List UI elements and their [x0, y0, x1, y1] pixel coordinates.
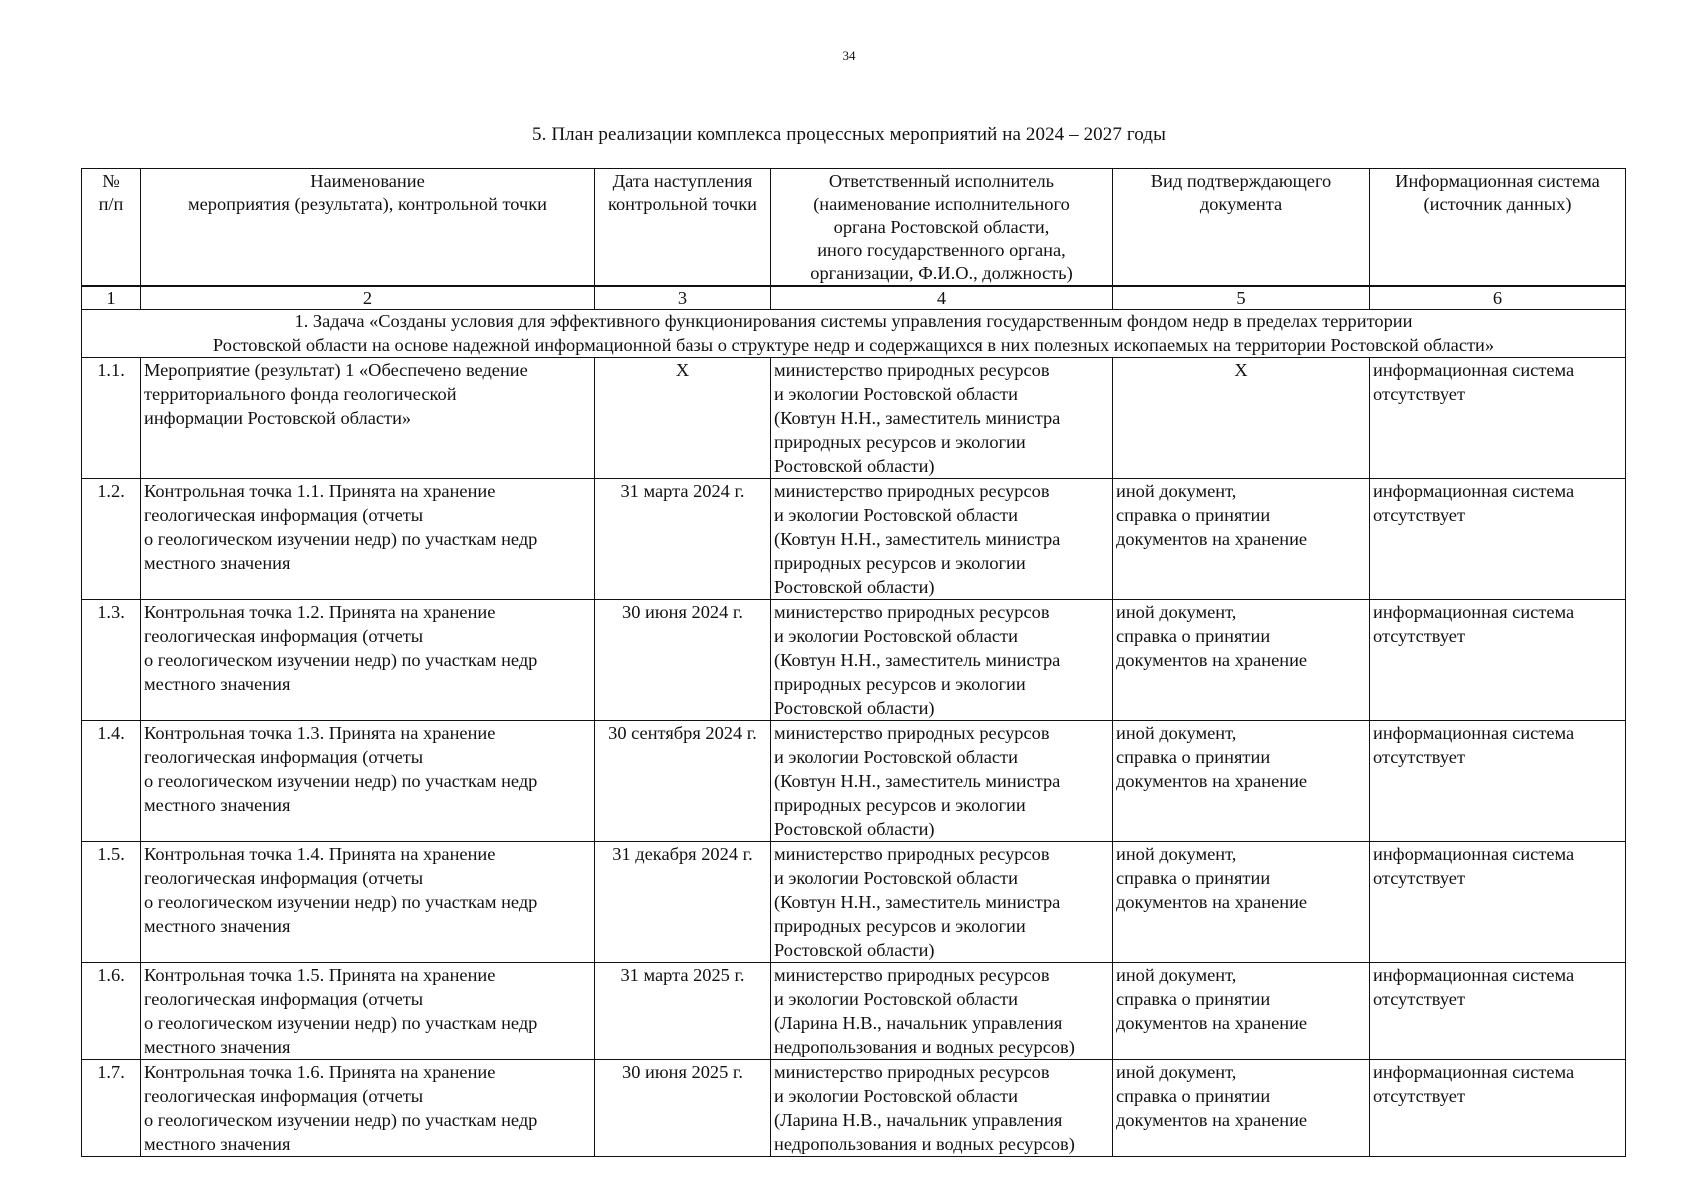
row-document: иной документ, справка о принятии документов на хранение — [1113, 1060, 1370, 1157]
row-number: 1.6. — [82, 963, 141, 1060]
row-number: 1.3. — [82, 600, 141, 721]
header-date: Дата наступления контрольной точки — [595, 169, 771, 287]
table-row — [82, 358, 1626, 479]
row-executor: министерство природных ресурсов и экологии Ростовской области (Ковтун Н.Н., заместитель министра природных ресурсов и экологии Ростовской области) — [771, 479, 1113, 600]
row-date: 31 марта 2024 г. — [595, 479, 771, 600]
row-system: информационная система отсутствует — [1370, 358, 1626, 479]
row-document: иной документ, справка о принятии документов на хранение — [1113, 721, 1370, 842]
table-row — [82, 479, 1626, 600]
table-row — [82, 600, 1626, 721]
table-row — [82, 963, 1626, 1060]
row-date: 31 марта 2025 г. — [595, 963, 771, 1060]
row-executor: министерство природных ресурсов и экологии Ростовской области (Ковтун Н.Н., заместитель министра природных ресурсов и экологии Ростовской области) — [771, 600, 1113, 721]
row-name: Контрольная точка 1.5. Принята на хранение геологическая информация (отчеты о геологическом изучении недр) по участкам недр местного значения — [141, 963, 595, 1060]
task-row — [82, 310, 1626, 358]
task-text: 1. Задача «Созданы условия для эффективного функционирования системы управления государственным фондом недр в пределах территории Ростовской области на основе надежной информационной базы о структуре недр и содержащихся в них полезных ископаемых на территории Ростовской области» — [82, 310, 1626, 358]
header-system: Информационная система (источник данных) — [1370, 169, 1626, 287]
column-number: 1 — [82, 286, 141, 310]
row-document: иной документ, справка о принятии документов на хранение — [1113, 479, 1370, 600]
row-number: 1.1. — [82, 358, 141, 479]
table-row — [82, 1060, 1626, 1157]
row-system: информационная система отсутствует — [1370, 721, 1626, 842]
row-date: 30 июня 2024 г. — [595, 600, 771, 721]
row-name: Контрольная точка 1.2. Принята на хранение геологическая информация (отчеты о геологическом изучении недр) по участкам недр местного значения — [141, 600, 595, 721]
table-row — [82, 842, 1626, 963]
header-name: Наименование мероприятия (результата), контрольной точки — [141, 169, 595, 287]
row-executor: министерство природных ресурсов и экологии Ростовской области (Ларина Н.В., начальник управления недропользования и водных ресурсов) — [771, 1060, 1113, 1157]
row-name: Контрольная точка 1.3. Принята на хранение геологическая информация (отчеты о геологическом изучении недр) по участкам недр местного значения — [141, 721, 595, 842]
row-executor: министерство природных ресурсов и экологии Ростовской области (Ковтун Н.Н., заместитель министра природных ресурсов и экологии Ростовской области) — [771, 842, 1113, 963]
row-document: иной документ, справка о принятии документов на хранение — [1113, 600, 1370, 721]
column-number: 3 — [595, 286, 771, 310]
plan-table — [81, 168, 1626, 1157]
column-number: 6 — [1370, 286, 1626, 310]
row-date: 30 сентября 2024 г. — [595, 721, 771, 842]
row-system: информационная система отсутствует — [1370, 963, 1626, 1060]
column-numbers-row — [82, 286, 1626, 310]
row-document: X — [1113, 358, 1370, 479]
row-date: X — [595, 358, 771, 479]
row-number: 1.7. — [82, 1060, 141, 1157]
row-number: 1.2. — [82, 479, 141, 600]
document-title: 5. План реализации комплекса процессных мероприятий на 2024 – 2027 годы — [532, 124, 1166, 145]
column-number: 5 — [1113, 286, 1370, 310]
row-name: Контрольная точка 1.6. Принята на хранение геологическая информация (отчеты о геологическом изучении недр) по участкам недр местного значения — [141, 1060, 595, 1157]
row-name: Контрольная точка 1.4. Принята на хранение геологическая информация (отчеты о геологическом изучении недр) по участкам недр местного значения — [141, 842, 595, 963]
row-date: 31 декабря 2024 г. — [595, 842, 771, 963]
row-system: информационная система отсутствует — [1370, 842, 1626, 963]
header-number: № п/п — [82, 169, 141, 287]
row-document: иной документ, справка о принятии документов на хранение — [1113, 963, 1370, 1060]
table-header-row — [82, 169, 1626, 287]
row-name: Мероприятие (результат) 1 «Обеспечено ведение территориального фонда геологической информации Ростовской области» — [141, 358, 595, 479]
row-number: 1.5. — [82, 842, 141, 963]
column-number: 2 — [141, 286, 595, 310]
row-system: информационная система отсутствует — [1370, 479, 1626, 600]
row-system: информационная система отсутствует — [1370, 600, 1626, 721]
row-executor: министерство природных ресурсов и экологии Ростовской области (Ларина Н.В., начальник управления недропользования и водных ресурсов) — [771, 963, 1113, 1060]
row-document: иной документ, справка о принятии документов на хранение — [1113, 842, 1370, 963]
row-name: Контрольная точка 1.1. Принята на хранение геологическая информация (отчеты о геологическом изучении недр) по участкам недр местного значения — [141, 479, 595, 600]
row-executor: министерство природных ресурсов и экологии Ростовской области (Ковтун Н.Н., заместитель министра природных ресурсов и экологии Ростовской области) — [771, 358, 1113, 479]
page-number: 34 — [842, 48, 856, 63]
table-row — [82, 721, 1626, 842]
header-document: Вид подтверждающего документа — [1113, 169, 1370, 287]
row-date: 30 июня 2025 г. — [595, 1060, 771, 1157]
row-number: 1.4. — [82, 721, 141, 842]
column-number: 4 — [771, 286, 1113, 310]
row-system: информационная система отсутствует — [1370, 1060, 1626, 1157]
header-executor: Ответственный исполнитель (наименование исполнительного органа Ростовской области, иного государственного органа, организации, Ф.И.О., должность) — [771, 169, 1113, 287]
row-executor: министерство природных ресурсов и экологии Ростовской области (Ковтун Н.Н., заместитель министра природных ресурсов и экологии Ростовской области) — [771, 721, 1113, 842]
